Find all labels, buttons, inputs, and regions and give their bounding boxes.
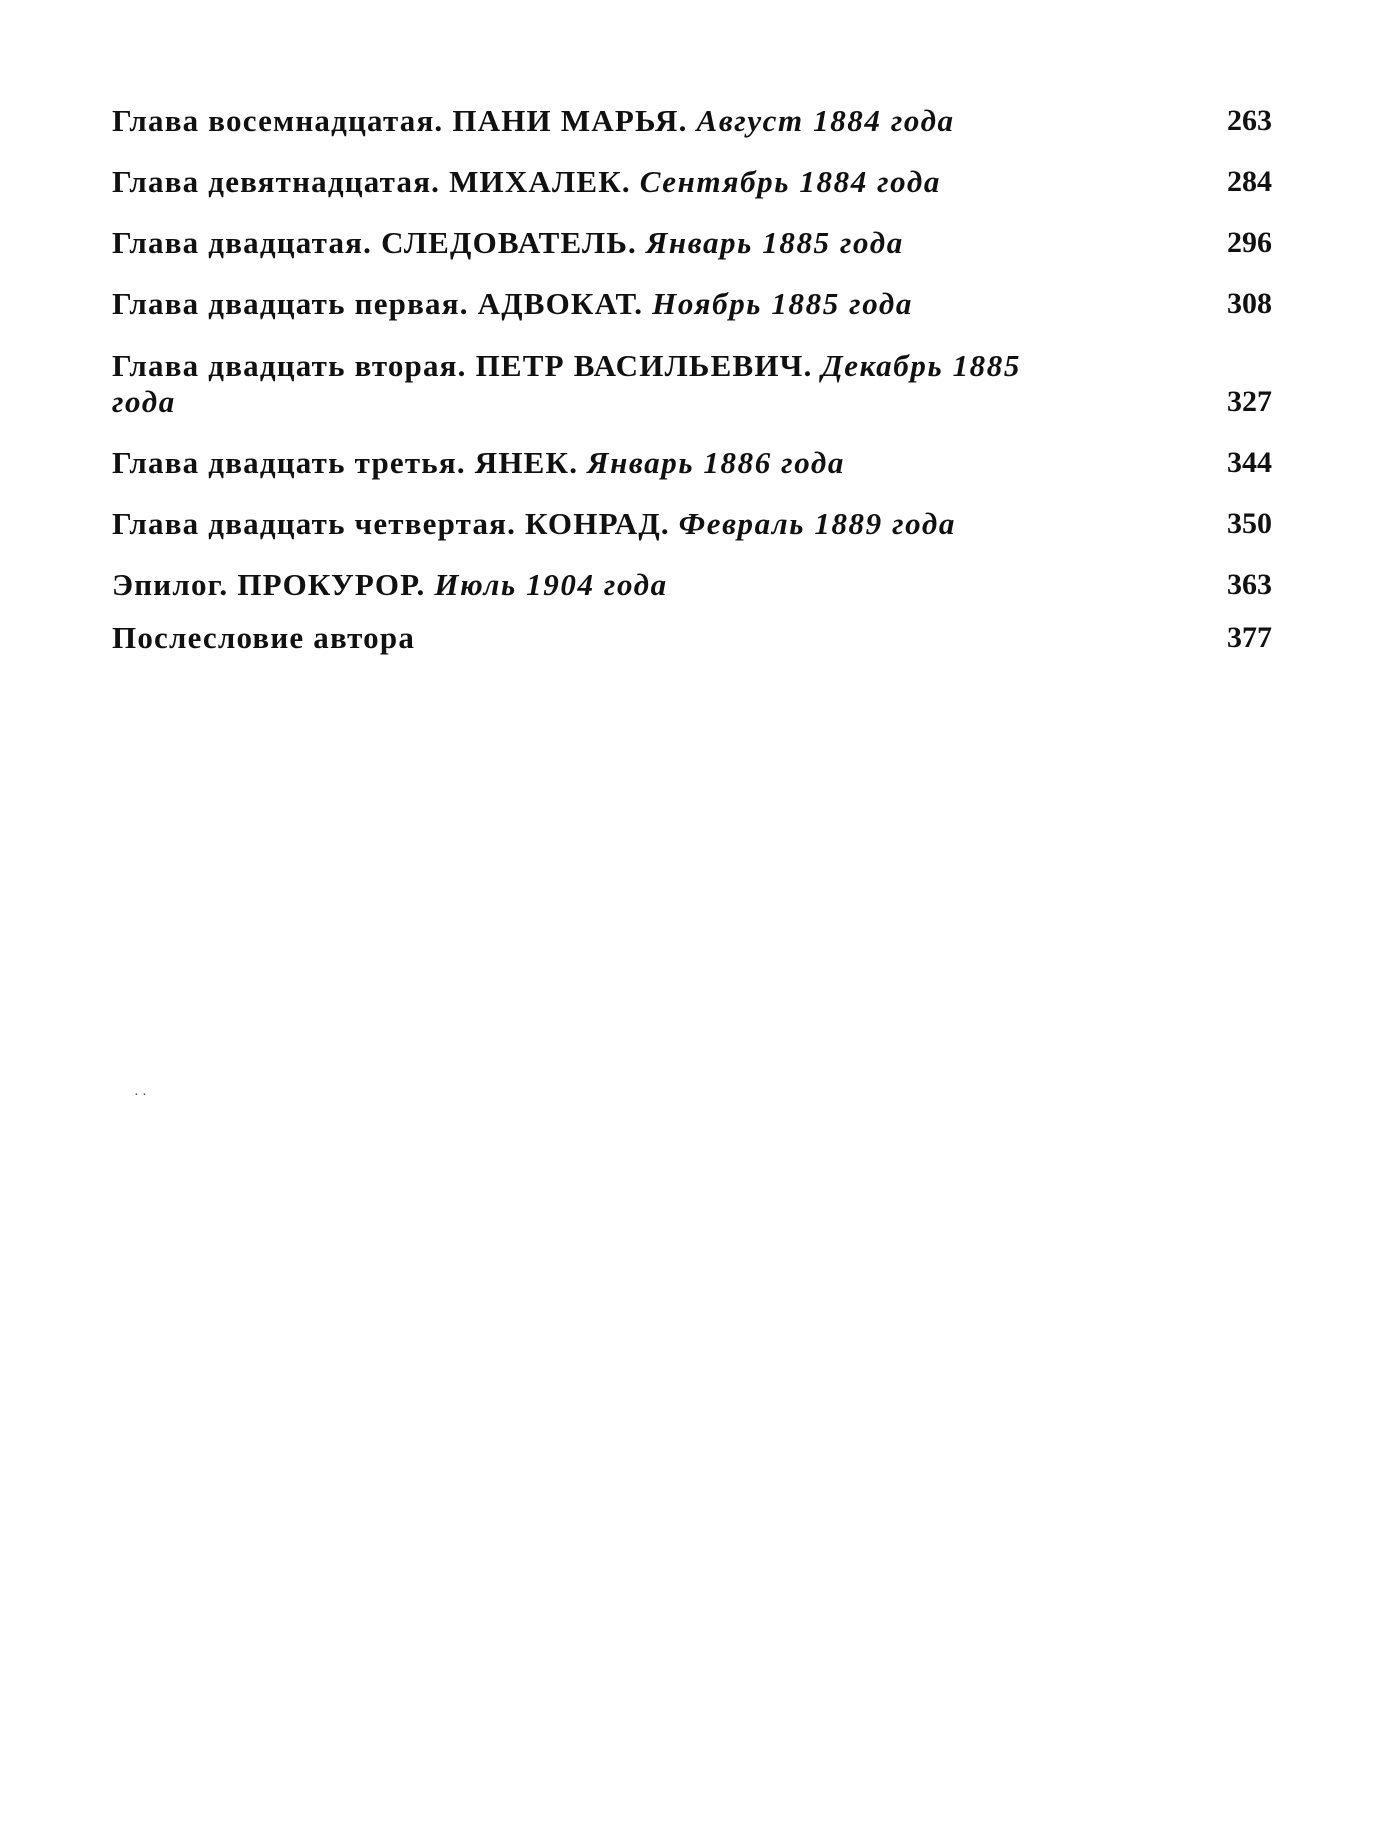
toc-entry bbox=[112, 200, 1272, 261]
toc-entry bbox=[112, 481, 1272, 542]
chapter-label: Глава двадцать первая. bbox=[112, 286, 469, 321]
chapter-label: Глава восемнадцатая. bbox=[112, 103, 444, 138]
page-number: 263 bbox=[1227, 104, 1272, 137]
page-number: 350 bbox=[1227, 507, 1272, 540]
scan-speck: · · bbox=[134, 1088, 147, 1103]
toc-entry bbox=[112, 139, 1272, 200]
page-number: 284 bbox=[1227, 165, 1272, 198]
table-of-contents bbox=[112, 78, 1272, 656]
chapter-title: ПРОКУРОР. bbox=[237, 567, 426, 602]
toc-entry-text bbox=[112, 620, 1072, 656]
chapter-date: Август 1884 года bbox=[696, 103, 955, 138]
chapter-title: КОНРАД. bbox=[525, 506, 670, 541]
toc-entry bbox=[112, 603, 1272, 656]
toc-entry-text bbox=[112, 506, 1072, 542]
page-number: 296 bbox=[1227, 226, 1272, 259]
page-number: 377 bbox=[1227, 621, 1272, 654]
toc-entry-text bbox=[112, 567, 1072, 603]
toc-entry bbox=[112, 261, 1272, 322]
toc-entry-text bbox=[112, 103, 1072, 139]
chapter-title: АДВОКАТ. bbox=[477, 286, 644, 321]
toc-entry bbox=[112, 542, 1272, 603]
chapter-label: Глава двадцатая. bbox=[112, 225, 373, 260]
chapter-title: ПЕТР ВАСИЛЬЕВИЧ. bbox=[475, 348, 813, 383]
chapter-date: Ноябрь 1885 года bbox=[652, 286, 913, 321]
chapter-label: Глава девятнадцатая. bbox=[112, 164, 441, 199]
page-number: 344 bbox=[1227, 446, 1272, 479]
chapter-date: Февраль 1889 года bbox=[678, 506, 956, 541]
chapter-label: Глава двадцать четвертая. bbox=[112, 506, 517, 541]
toc-entry bbox=[112, 420, 1272, 481]
toc-entry bbox=[112, 322, 1272, 420]
chapter-date: Сентябрь 1884 года bbox=[639, 164, 941, 199]
toc-entry-text bbox=[112, 445, 1072, 481]
toc-entry-text bbox=[112, 348, 1062, 420]
toc-entry-text bbox=[112, 164, 1072, 200]
chapter-date: Июль 1904 года bbox=[434, 567, 668, 602]
page-number: 327 bbox=[1227, 385, 1272, 418]
chapter-label: Послесловие автора bbox=[112, 620, 416, 655]
page-number: 363 bbox=[1227, 568, 1272, 601]
toc-entry bbox=[112, 78, 1272, 139]
chapter-title: МИХАЛЕК. bbox=[449, 164, 631, 199]
chapter-date: Январь 1885 года bbox=[645, 225, 904, 260]
chapter-label: Глава двадцать третья. bbox=[112, 445, 466, 480]
chapter-title: ЯНЕК. bbox=[474, 445, 579, 480]
chapter-title: СЛЕДОВАТЕЛЬ. bbox=[381, 225, 637, 260]
toc-entry-text bbox=[112, 286, 1072, 322]
chapter-title: ПАНИ МАРЬЯ. bbox=[452, 103, 688, 138]
chapter-date: Январь 1886 года bbox=[587, 445, 845, 480]
chapter-label: Глава двадцать вторая. bbox=[112, 348, 467, 383]
toc-entry-text bbox=[112, 225, 1072, 261]
chapter-label: Эпилог. bbox=[112, 567, 229, 602]
page-number: 308 bbox=[1227, 287, 1272, 320]
chapter-date: Декабрь 1885 года bbox=[112, 348, 1021, 419]
